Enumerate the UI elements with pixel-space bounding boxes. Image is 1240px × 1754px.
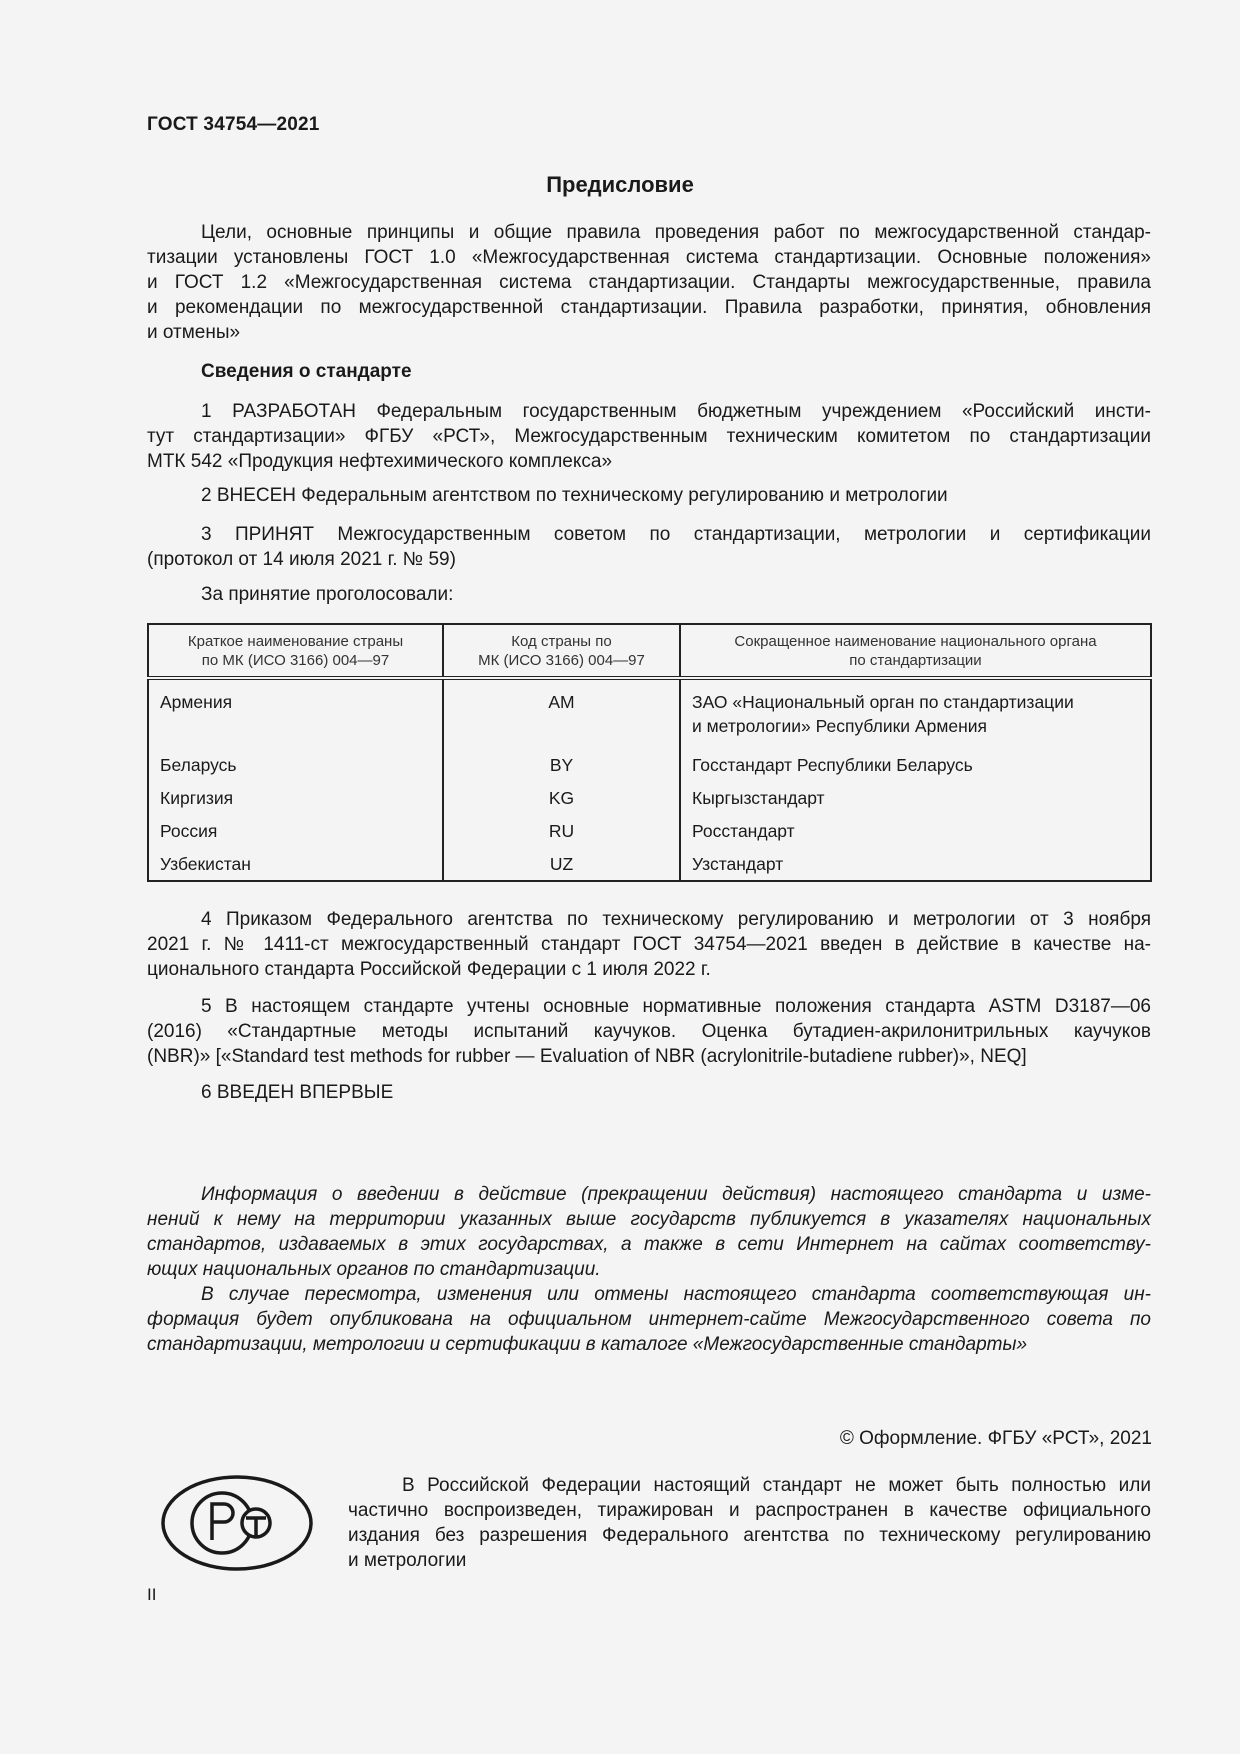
- voted-label: За принятие проголосовали:: [201, 584, 454, 605]
- cell-line: ЗАО «Национальный орган по стандартизации: [692, 692, 1074, 712]
- header-line: Сокращенное наименование национального органа: [734, 633, 1097, 650]
- table-row: [148, 748, 1151, 781]
- text-line: 5 В настоящем стандарте учтены основные нормативные положения стандарта ASTM D3187—06: [201, 996, 1151, 1017]
- text-line: издания без разрешения Федерального агентства по техническому регулированию: [348, 1525, 1151, 1546]
- text-line: В случае пересмотра, изменения или отмены настоящего стандарта соответствующая ин-: [201, 1284, 1151, 1305]
- text-line: и отмены»: [147, 322, 241, 343]
- cell-body: Росстандарт: [680, 814, 1151, 847]
- subheading: Сведения о стандарте: [201, 361, 412, 382]
- text-line: тут стандартизации» ФГБУ «РСТ», Межгосударственным техническим комитетом по стандартизации: [147, 426, 1151, 447]
- text-line: 3 ПРИНЯТ Межгосударственным советом по стандартизации, метрологии и сертификации: [201, 524, 1151, 545]
- text-line: стандартизации, метрологии и сертификации в каталоге «Межгосударственные стандарты»: [147, 1334, 1028, 1355]
- header-line: по стандартизации: [849, 652, 982, 669]
- text-line: 1 РАЗРАБОТАН Федеральным государственным бюджетным учреждением «Российский инсти-: [201, 401, 1151, 422]
- text-line: и метрологии: [348, 1550, 467, 1571]
- cell-line: и метрологии» Республики Армения: [692, 716, 987, 736]
- info-paragraph-1: [147, 1182, 1151, 1282]
- cell-code: AM: [443, 678, 680, 748]
- rst-logo-icon: [160, 1474, 314, 1572]
- item-4: [147, 907, 1151, 982]
- item-6: 6 ВВЕДЕН ВПЕРВЫЕ: [201, 1082, 394, 1103]
- cell-country: Беларусь: [148, 748, 443, 781]
- info-paragraph-2: [147, 1282, 1151, 1357]
- cell-code: UZ: [443, 847, 680, 881]
- page-title: Предисловие: [546, 172, 694, 197]
- column-header-country: [148, 624, 443, 678]
- cell-body: Узстандарт: [680, 847, 1151, 881]
- cell-body: Кыргызстандарт: [680, 781, 1151, 814]
- text-line: 4 Приказом Федерального агентства по техническому регулированию и метрологии от 3 ноября: [201, 909, 1151, 930]
- table-row: [148, 678, 1151, 748]
- cell-country: Киргизия: [148, 781, 443, 814]
- rights-notice: [348, 1473, 1151, 1573]
- item-1: [147, 399, 1151, 474]
- cell-country: Россия: [148, 814, 443, 847]
- text-line: тизации установлены ГОСТ 1.0 «Межгосударственная система стандартизации. Основные положения»: [147, 247, 1151, 268]
- text-line: стандартов, издаваемых в этих государствах, а также в сети Интернет на сайтах соответству-: [147, 1234, 1151, 1255]
- text-line: и рекомендации по межгосударственной стандартизации. Правила разработки, принятия, обновления: [147, 297, 1151, 318]
- cell-code: RU: [443, 814, 680, 847]
- document-header: ГОСТ 34754—2021: [147, 114, 320, 135]
- text-line: ционального стандарта Российской Федерации с 1 июля 2022 г.: [147, 959, 711, 980]
- header-line: МК (ИСО 3166) 004—97: [478, 652, 645, 669]
- cell-code: BY: [443, 748, 680, 781]
- item-3: [147, 522, 1151, 572]
- page-number: II: [147, 1585, 157, 1604]
- header-line: Код страны по: [511, 633, 612, 650]
- text-line: формация будет опубликована на официальном интернет-сайте Межгосударственного совета по: [147, 1309, 1151, 1330]
- cell-body: [680, 678, 1151, 748]
- item-2: 2 ВНЕСЕН Федеральным агентством по техническому регулированию и метрологии: [201, 485, 948, 506]
- voting-table: [147, 623, 1152, 882]
- intro-paragraph: [147, 220, 1151, 345]
- text-line: нений к нему на территории указанных выше государств публикуется в указателях национальных: [147, 1209, 1151, 1230]
- text-line: и ГОСТ 1.2 «Межгосударственная система стандартизации. Стандарты межгосударственные, правила: [147, 272, 1151, 293]
- text-line: Информация о введении в действие (прекращении действия) настоящего стандарта и изме-: [201, 1184, 1151, 1205]
- text-line: (протокол от 14 июля 2021 г. № 59): [147, 549, 456, 570]
- text-line: ющих национальных органов по стандартизации.: [147, 1259, 601, 1280]
- table-row: [148, 847, 1151, 881]
- column-header-body: [680, 624, 1151, 678]
- text-line: В Российской Федерации настоящий стандарт не может быть полностью или: [402, 1475, 1151, 1496]
- text-line: (NBR)» [«Standard test methods for rubber — Evaluation of NBR (acrylonitrile-butadiene rubber)», NEQ]: [147, 1046, 1027, 1067]
- text-line: (2016) «Стандартные методы испытаний каучуков. Оценка бутадиен-акрилонитрильных каучуков: [147, 1021, 1151, 1042]
- cell-code: KG: [443, 781, 680, 814]
- copyright-notice: © Оформление. ФГБУ «РСТ», 2021: [839, 1428, 1152, 1449]
- header-line: по МК (ИСО 3166) 004—97: [201, 652, 390, 669]
- text-line: частично воспроизведен, тиражирован и распространен в качестве официального: [348, 1500, 1151, 1521]
- table-row: [148, 814, 1151, 847]
- cell-country: Узбекистан: [148, 847, 443, 881]
- column-header-code: [443, 624, 680, 678]
- item-5: [147, 994, 1151, 1069]
- text-line: Цели, основные принципы и общие правила проведения работ по межгосударственной стандар-: [201, 222, 1151, 243]
- header-line: Краткое наименование страны: [187, 633, 404, 650]
- table-row: [148, 781, 1151, 814]
- text-line: 2021 г. № 1411-ст межгосударственный стандарт ГОСТ 34754—2021 введен в действие в качестве на-: [147, 934, 1151, 955]
- text-line: МТК 542 «Продукция нефтехимического комплекса»: [147, 451, 613, 472]
- cell-country: Армения: [148, 678, 443, 748]
- table-header-row: [148, 624, 1151, 678]
- cell-body: Госстандарт Республики Беларусь: [680, 748, 1151, 781]
